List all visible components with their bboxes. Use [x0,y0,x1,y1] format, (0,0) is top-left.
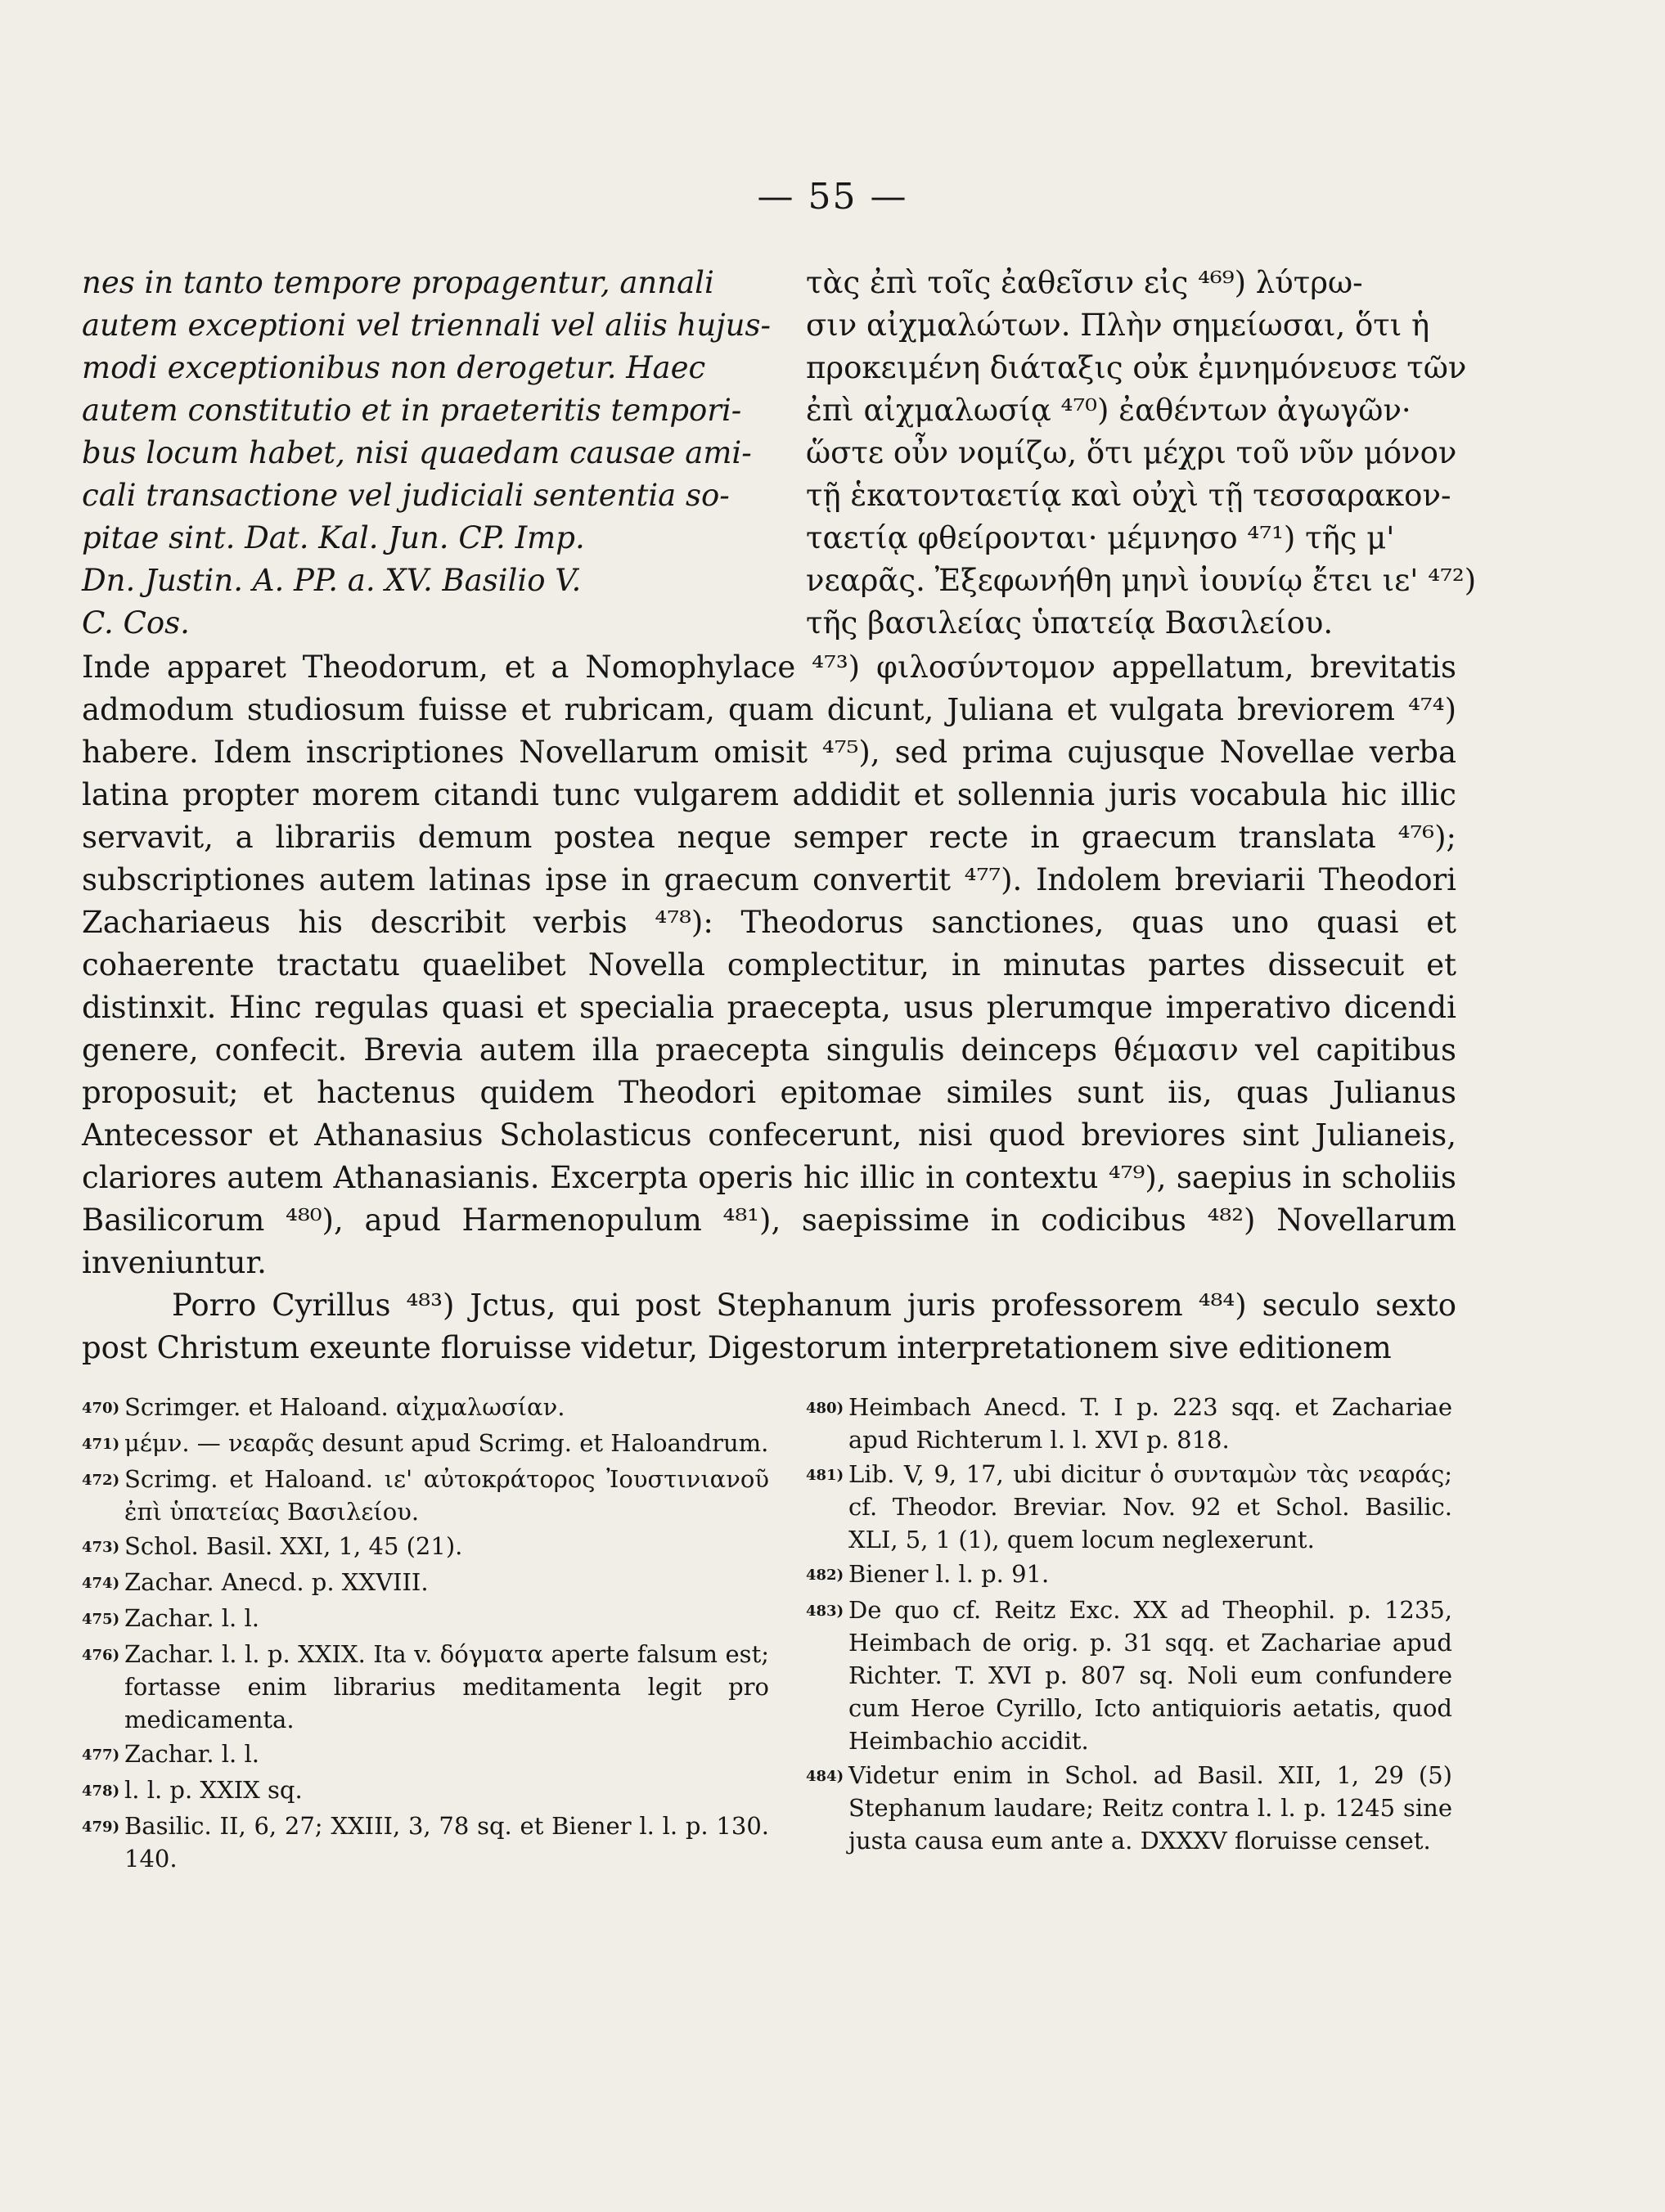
footnote-text: Zachar. l. l. [124,1740,259,1768]
footnote [806,1558,1452,1592]
greek-line: ταετίᾳ φθείρονται· μέμνησο ⁴⁷¹) τῆς μ' [806,520,1395,555]
footnote-text: Scrimger. et Haloand. αἰχμαλωσίαν. [124,1393,565,1421]
footnote-number: 477) [82,1747,120,1764]
footnote [806,1391,1452,1456]
latin-line: pitae sint. Dat. Kal. Jun. CP. Imp. [82,520,585,555]
footnote-number: 476) [82,1647,120,1664]
footnote [82,1602,769,1636]
footnote-text: Zachar. Anecd. p. XXVIII. [124,1568,429,1596]
footnote-text: Lib. V, 9, 17, ubi dicitur ὁ συνταμὼν τὰς νεαράς; cf. Theodor. Breviar. Nov. 92 et Schol. Basilic. XLI, 5, 1 (1), quem locum neglexerunt. [848,1460,1452,1553]
greek-line: τὰς ἐπὶ τοῖς ἐαθεῖσιν εἰς ⁴⁶⁹) λύτρω- [806,265,1363,300]
footnote-number: 483) [806,1603,844,1620]
latin-line: autem constitutio et in praeteritis tempori- [82,393,742,428]
footnote [82,1738,769,1772]
greek-line: νεαρᾶς. Ἐξεφωνήθη μηνὶ ἰουνίῳ ἔτει ιε' ⁴⁷²) [806,563,1477,598]
footnote-number: 473) [82,1539,120,1556]
greek-line: τῇ ἑκατονταετίᾳ καὶ οὐχὶ τῇ τεσσαρακον- [806,478,1451,513]
footnote-text: De quo cf. Reitz Exc. XX ad Theophil. p. 1235, Heimbach de orig. p. 31 sqq. et Zachariae apud Richter. T. XVI p. 807 sq. Noli eum confundere cum Heroe Cyrillo, Icto antiquioris aetatis, quod Heimbachio accidit. [848,1596,1452,1755]
footnote-number: 472) [82,1472,120,1489]
latin-column [82,262,769,645]
footnote-text: Schol. Basil. XXI, 1, 45 (21). [124,1532,463,1560]
footnote [806,1458,1452,1556]
latin-line: nes in tanto tempore propagentur, annali [82,265,714,300]
latin-line: autem exceptioni vel triennali vel aliis hujus- [82,308,771,343]
body-paragraph: Inde apparet Theodorum, et a Nomophylace ⁴⁷³) φιλοσύντομον appellatum, brevitatis admodum studiosum fuisse et rubricam, quam dicunt, Juliana et vulgata breviorem ⁴⁷⁴) habere. Idem inscriptiones Novellarum omisit ⁴⁷⁵), sed prima cujusque Novellae verba latina propter morem citandi tunc vulgarem addidit et sollennia juris vocabula hic illic servavit, a librariis demum postea neque semper recte in graecum translata ⁴⁷⁶); subscriptiones autem latinas ipse in graecum convertit ⁴⁷⁷). Indolem breviarii Theodori Zachariaeus his describit verbis ⁴⁷⁸): Theodorus sanctiones, quas uno quasi et cohaerente tractatu quaelibet Novella complectitur, in minutas partes dissecuit et distinxit. Hinc regulas quasi et specialia praecepta, usus plerumque imperativo dicendi genere, confecit. Brevia autem illa praecepta singulis deinceps θέμασιν vel capitibus proposuit; et hactenus quidem Theodori epitomae similes sunt iis, quas Julianus Antecessor et Athanasius Scholasticus confecerunt, nisi quod breviores sint Julianeis, clariores autem Athanasianis. Excerpta operis hic illic in contextu ⁴⁷⁹), saepius in scholiis Basilicorum ⁴⁸⁰), apud Harmenopulum ⁴⁸¹), saepissime in codicibus ⁴⁸²) Novellarum inveniuntur. [82,650,1456,1280]
footnote [806,1759,1452,1857]
footnote [82,1566,769,1600]
latin-line: cali transactione vel judiciali sententia so- [82,478,730,513]
greek-line: σιν αἰχμαλώτων. Πλὴν σημείωσαι, ὅτι ἡ [806,308,1430,343]
latin-line: C. Cos. [82,605,190,641]
latin-line: modi exceptionibus non derogetur. Haec [82,350,706,385]
footnotes-right [806,1391,1452,1859]
footnote-number: 484) [806,1768,844,1785]
footnote-text: Zachar. l. l. [124,1604,259,1632]
footnote [82,1810,769,1875]
latin-line: Dn. Justin. A. PP. a. XV. Basilio V. [82,563,582,598]
footnote-text: μέμν. — νεαρᾶς desunt apud Scrimg. et Haloandrum. [124,1429,769,1457]
footnote [82,1391,769,1425]
footnote [806,1594,1452,1757]
greek-line: ἐπὶ αἰχμαλωσίᾳ ⁴⁷⁰) ἐαθέντων ἀγωγῶν· [806,393,1411,428]
footnote [82,1463,769,1528]
footnote-text: Heimbach Anecd. T. I p. 223 sqq. et Zachariae apud Richterum l. l. XVI p. 818. [848,1393,1452,1454]
footnote-number: 475) [82,1611,120,1628]
footnote-text: Basilic. II, 6, 27; XXIII, 3, 78 sq. et Biener l. l. p. 130. 140. [124,1812,769,1873]
footnote-text: Videtur enim in Schol. ad Basil. XII, 1, 29 (5) Stephanum laudare; Reitz contra l. l. p. 1245 sine justa causa eum ante a. DXXXV floruisse censet. [848,1761,1452,1855]
footnote [82,1530,769,1564]
footnote-number: 478) [82,1783,120,1800]
greek-line: ὥστε οὖν νομίζω, ὅτι μέχρι τοῦ νῦν μόνον [806,435,1457,470]
footnote-number: 482) [806,1567,844,1584]
footnote-number: 470) [82,1400,120,1417]
footnote-text: Biener l. l. p. 91. [848,1560,1050,1588]
footnote-number: 471) [82,1436,120,1453]
main-body-text [82,646,1456,1369]
footnote-number: 474) [82,1575,120,1592]
greek-line: τῆς βασιλείας ὑπατείᾳ Βασιλείου. [806,605,1334,641]
footnote-number: 481) [806,1467,844,1484]
footnote [82,1774,769,1808]
footnotes-left [82,1391,769,1877]
greek-column [806,262,1477,645]
footnote-text: l. l. p. XXIX sq. [124,1776,303,1804]
footnote-number: 479) [82,1819,120,1836]
body-paragraph: Porro Cyrillus ⁴⁸³) Jctus, qui post Stephanum juris professorem ⁴⁸⁴) seculo sexto post Christum exeunte floruisse videtur, Digestorum interpretationem sive editionem [82,1288,1456,1365]
footnote-text: Scrimg. et Haloand. ιε' αὐτοκράτορος Ἰουστινιανοῦ ἐπὶ ὑπατείας Βασιλείου. [124,1465,769,1526]
latin-line: bus locum habet, nisi quaedam causae ami- [82,435,752,470]
footnote-text: Zachar. l. l. p. XXIX. Ita v. δόγματα aperte falsum est; fortasse enim librarius meditamenta legit pro medicamenta. [124,1640,769,1733]
page-number: — 55 — [757,176,908,218]
footnote-number: 480) [806,1400,844,1417]
footnote [82,1638,769,1736]
greek-line: προκειμένη διάταξις οὐκ ἐμνημόνευσε τῶν [806,350,1467,385]
footnote [82,1427,769,1461]
